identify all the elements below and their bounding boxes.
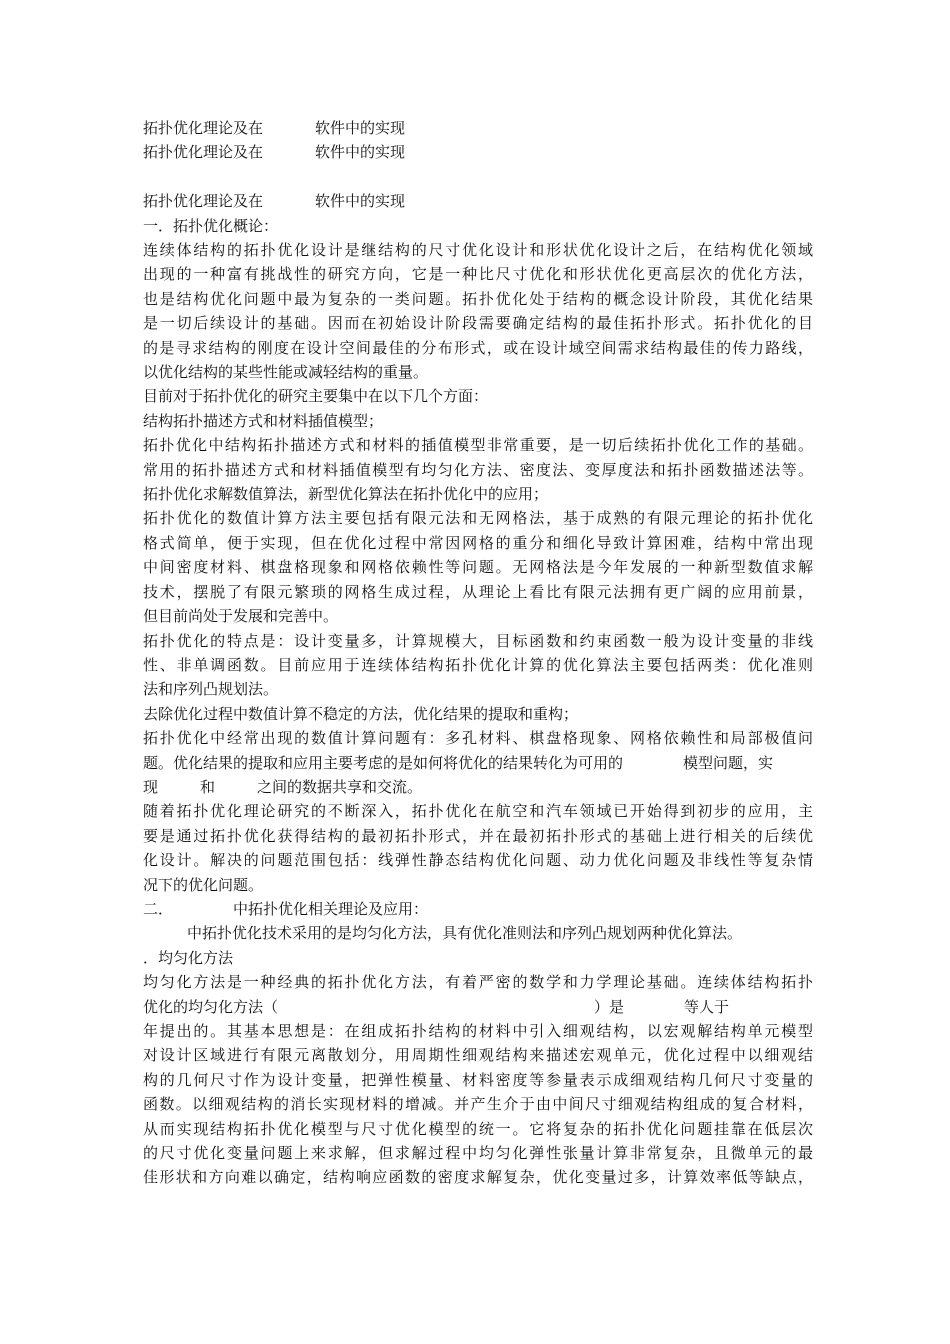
sub2-body2-line: 性、非单调函数。目前应用于连续体结构拓扑优化计算的优化算法主要包括两类：优化准则 bbox=[143, 655, 813, 674]
sub1-heading: 结构拓扑描述方式和材料插值模型； bbox=[143, 411, 384, 430]
sub1-body-line: 拓扑优化中结构拓扑描述方式和材料的插值模型非常重要，是一切后续拓扑优化工作的基础。 bbox=[143, 436, 813, 455]
sub3-text: 之间的数据共享和交流。 bbox=[257, 777, 423, 796]
para1-line: 出现的一种富有挑战性的研究方向，它是一种比尺寸优化和形状优化更高层次的优化方法， bbox=[143, 265, 813, 284]
para4-line bbox=[143, 995, 813, 1019]
para4-text: ）是 bbox=[594, 997, 625, 1016]
title-line-3 bbox=[143, 189, 813, 213]
title-line-1 bbox=[143, 116, 813, 140]
section2-title: 中拓扑优化相关理论及应用： bbox=[233, 899, 429, 918]
para1-line: 也是结构优化问题中最为复杂的一类问题。拓扑优化处于结构的概念设计阶段，其优化结果 bbox=[143, 289, 813, 308]
sub1-body-line: 常用的拓扑描述方式和材料插值模型有均匀化方法、密度法、变厚度法和拓扑函数描述法等。 bbox=[143, 460, 813, 479]
para4-line: 均匀化方法是一种经典的拓扑优化方法，有着严密的数学和力学理论基础。连续体结构拓扑 bbox=[143, 973, 813, 992]
sub4-heading: ．均匀化方法 bbox=[143, 948, 234, 967]
sub2-body2-line: 拓扑优化的特点是：设计变量多，计算规模大，目标函数和约束函数一般为设计变量的非线 bbox=[143, 631, 813, 650]
section2-intro-text: 中拓扑优化技术采用的是均匀化方法，具有优化准则法和序列凸规划两种优化算法。 bbox=[187, 924, 743, 943]
para4-line: 佳形状和方向难以确定，结构响应函数的密度求解复杂，优化变量过多，计算效率低等缺点， bbox=[143, 1168, 813, 1187]
title-left: 拓扑优化理论及在 bbox=[143, 192, 264, 211]
para2: 目前对于拓扑优化的研究主要集中在以下几个方面： bbox=[143, 387, 489, 406]
section2-number: 二． bbox=[143, 899, 174, 918]
title-right: 软件中的实现 bbox=[315, 119, 406, 137]
sub2-body-line: 中间密度材料、棋盘格现象和网格依赖性等问题。无网格法是今年发展的一种新型数值求解 bbox=[143, 558, 813, 577]
para1-line: 是一切后续设计的基础。因而在初始设计阶段需要确定结构的最佳拓扑形式。拓扑优化的目 bbox=[143, 314, 813, 333]
sub2-body2-line: 法和序列凸规划法。 bbox=[143, 680, 279, 699]
sub3-body-line bbox=[143, 751, 813, 775]
sub2-heading: 拓扑优化求解数值算法，新型优化算法在拓扑优化中的应用； bbox=[143, 485, 549, 504]
sub3-body-line: 拓扑优化中经常出现的数值计算问题有：多孔材料、棋盘格现象、网格依赖性和局部极值问 bbox=[143, 729, 813, 748]
blank-line bbox=[143, 165, 813, 189]
para4-line: 构的几何尺寸作为设计变量，把弹性模量、材料密度等参量表示成细观结构几何尺寸变量的 bbox=[143, 1070, 813, 1089]
section1-heading: 一．拓扑优化概论： bbox=[143, 216, 279, 235]
sub3-body-line bbox=[143, 775, 813, 799]
section2-intro bbox=[143, 921, 813, 945]
para1-line: 连续体结构的拓扑优化设计是继结构的尺寸优化设计和形状优化设计之后，在结构优化领域 bbox=[143, 241, 813, 260]
title-left: 拓扑优化理论及在 bbox=[143, 119, 264, 137]
title-left: 拓扑优化理论及在 bbox=[143, 143, 264, 162]
para4-line: 年提出的。其基本思想是：在组成拓扑结构的材料中引入细观结构，以宏观解结构单元模型 bbox=[143, 1022, 813, 1041]
para3-line: 随着拓扑优化理论研究的不断深入，拓扑优化在航空和汽车领域已开始得到初步的应用，主 bbox=[143, 802, 813, 821]
sub3-text: 现 bbox=[143, 777, 159, 796]
sub3-text: 模型问题，实 bbox=[683, 753, 774, 772]
para3-line: 要是通过拓扑优化获得结构的最初拓扑形式，并在最初拓扑形式的基础上进行相关的后续优 bbox=[143, 826, 813, 845]
title-right: 软件中的实现 bbox=[315, 143, 406, 162]
sub2-body-line: 格式简单，便于实现，但在优化过程中常因网格的重分和细化导致计算困难，结构中常出现 bbox=[143, 533, 813, 552]
sub3-heading: 去除优化过程中数值计算不稳定的方法，优化结果的提取和重构； bbox=[143, 704, 579, 723]
para4-line: 函数。以细观结构的消长实现材料的增减。并产生介于由中间尺寸细观结构组成的复合材料， bbox=[143, 1095, 813, 1114]
para4-text: 优化的均匀化方法（ bbox=[143, 997, 279, 1016]
sub2-body-line: 但目前尚处于发展和完善中。 bbox=[143, 607, 339, 626]
para4-text: 等人于 bbox=[684, 997, 730, 1016]
title-line-2 bbox=[143, 140, 813, 164]
title-right: 软件中的实现 bbox=[315, 192, 406, 211]
para1-line: 以优化结构的某些性能或减轻结构的重量。 bbox=[143, 363, 429, 382]
sub3-text: 题。优化结果的提取和应用主要考虑的是如何将优化的结果转化为可用的 bbox=[143, 753, 624, 772]
sub2-body-line: 拓扑优化的数值计算方法主要包括有限元法和无网格法，基于成熟的有限元理论的拓扑优化 bbox=[143, 509, 813, 528]
para4-line: 对设计区域进行有限元离散划分，用周期性细观结构来描述宏观单元，优化过程中以细观结 bbox=[143, 1046, 813, 1065]
para3-line: 况下的优化问题。 bbox=[143, 875, 264, 894]
para1-line: 的是寻求结构的刚度在设计空间最佳的分布形式，或在设计域空间需求结构最佳的传力路线， bbox=[143, 338, 813, 357]
para4-line: 的尺寸优化变量问题上来求解，但求解过程中均匀化弹性张量计算非常复杂，且微单元的最 bbox=[143, 1144, 813, 1163]
sub3-text: 和 bbox=[200, 777, 216, 796]
para4-line: 从而实现结构拓扑优化模型与尺寸优化模型的统一。它将复杂的拓扑优化问题挂靠在低层次 bbox=[143, 1119, 813, 1138]
sub2-body-line: 技术，摆脱了有限元繁琐的网格生成过程，从理论上看比有限元法拥有更广阔的应用前景， bbox=[143, 582, 813, 601]
para3-line: 化设计。解决的问题范围包括：线弹性静态结构优化问题、动力优化问题及非线性等复杂情 bbox=[143, 851, 813, 870]
document-page bbox=[143, 116, 813, 1190]
section2-heading bbox=[143, 897, 813, 921]
